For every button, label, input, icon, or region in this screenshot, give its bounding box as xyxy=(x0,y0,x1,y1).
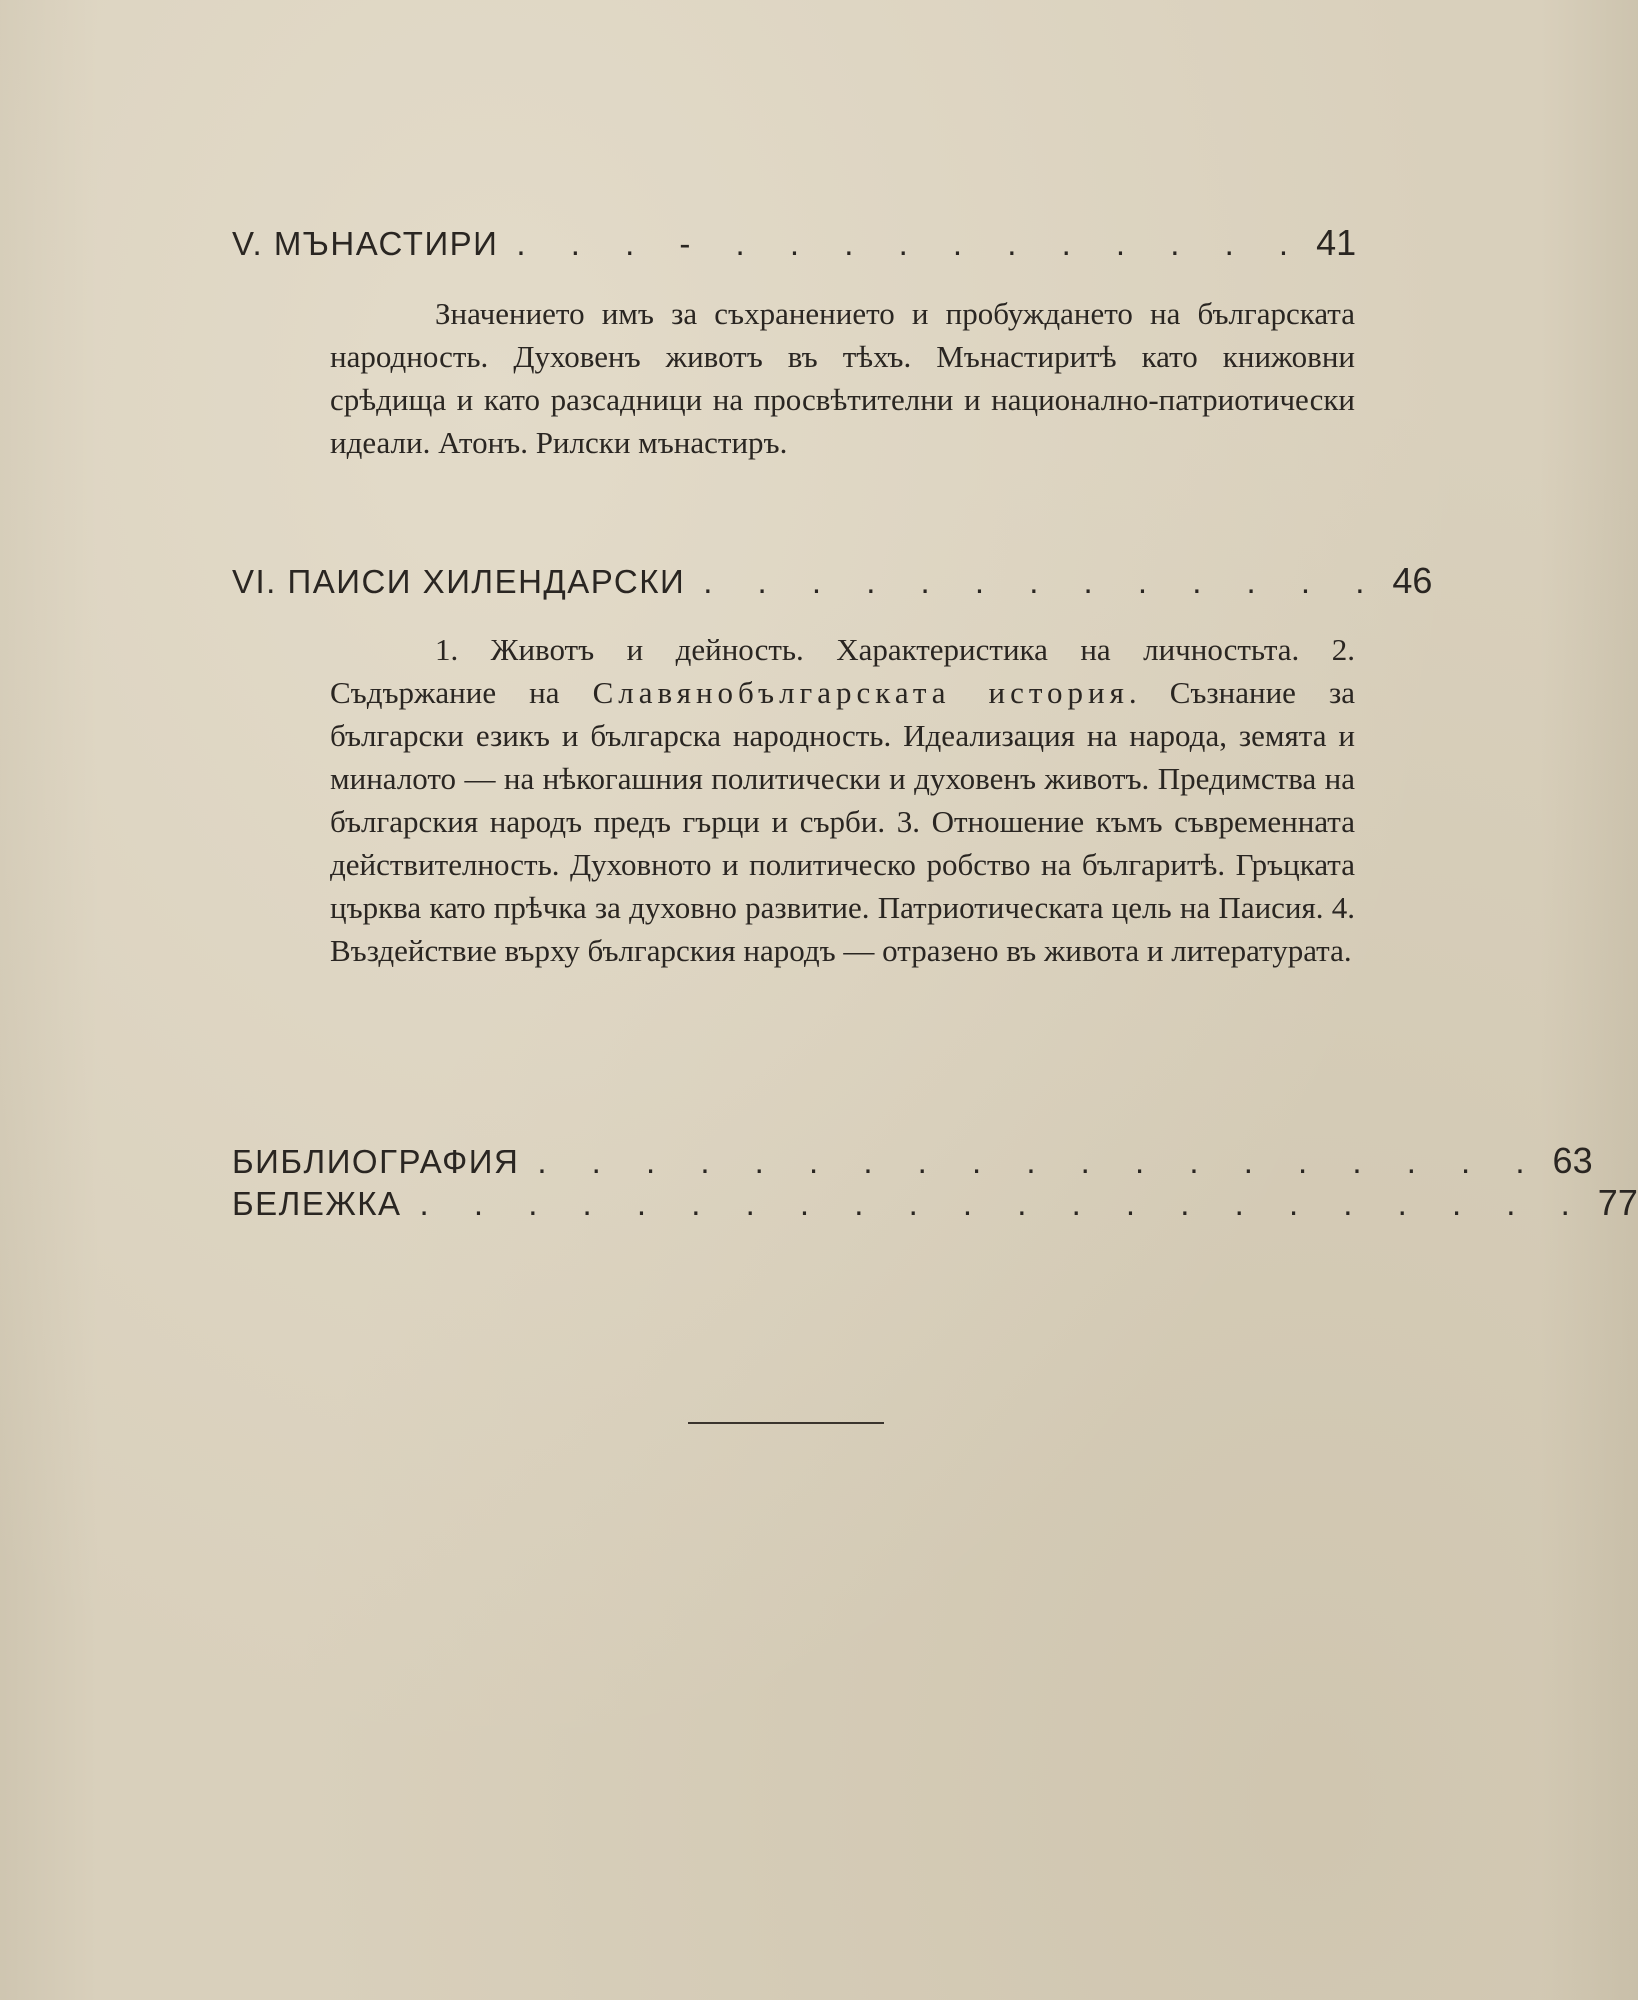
dot-leader: . . . . . . . . . . . . . . . . . . . xyxy=(537,1143,1543,1180)
toc-entry-monasteries xyxy=(232,222,1357,264)
toc-title: VI. ПАИСИ ХИЛЕНДАРСКИ xyxy=(232,563,686,600)
page-number: 77 xyxy=(1597,1182,1638,1223)
page-number: 63 xyxy=(1552,1140,1593,1181)
description-text: Значението имъ за съхранението и пробуждането на българската народность. Духовенъ животъ въ тѣхъ. Мънастиритѣ като книжовни срѣдища и като разсадници на просвѣтителни и национално-патриотически идеали. Атонъ. Рилски мънастиръ. xyxy=(330,296,1355,460)
toc-entry-paisii xyxy=(232,560,1433,602)
toc-description-monasteries xyxy=(330,292,1355,464)
page-number: 46 xyxy=(1392,560,1433,601)
description-part-b: . Съзнание за български езикъ и българска народность. Идеализация на народа, земята и миналото — на нѣкогашния политически и духовенъ животъ. Предимства на българския народъ предъ гърци и сърби. 3. Отношение къмъ съвременната действителность. Духовното и политическо робство на българитѣ. Гръцката църква като прѣчка за духовно развитие. Патриотическата цель на Паисия. 4. Въздействие върху българския народъ — отразено въ живота и литературата. xyxy=(330,675,1355,968)
dot-leader: . . . - . . . . . . . . . . . xyxy=(516,225,1307,262)
page-number: 41 xyxy=(1316,222,1357,263)
toc-entry-note xyxy=(232,1182,1638,1224)
toc-description-paisii xyxy=(330,628,1355,972)
toc-title: БИБЛИОГРАФИЯ xyxy=(232,1143,520,1180)
toc-title: БЕЛЕЖКА xyxy=(232,1185,402,1222)
book-title-spaced: Славянобългарската история xyxy=(592,675,1129,710)
toc-title: V. МЪНАСТИРИ xyxy=(232,225,499,262)
end-divider-line xyxy=(688,1422,884,1424)
dot-leader: . . . . . . . . . . . . . xyxy=(703,563,1383,600)
description-text xyxy=(330,628,1355,972)
toc-entry-bibliography xyxy=(232,1140,1593,1182)
dot-leader: . . . . . . . . . . . . . . . . . . . . . . xyxy=(419,1185,1588,1222)
description-part-a: 1. Животъ и дейность. Характеристика на личностьта. 2. Съдържание на xyxy=(330,632,1355,710)
